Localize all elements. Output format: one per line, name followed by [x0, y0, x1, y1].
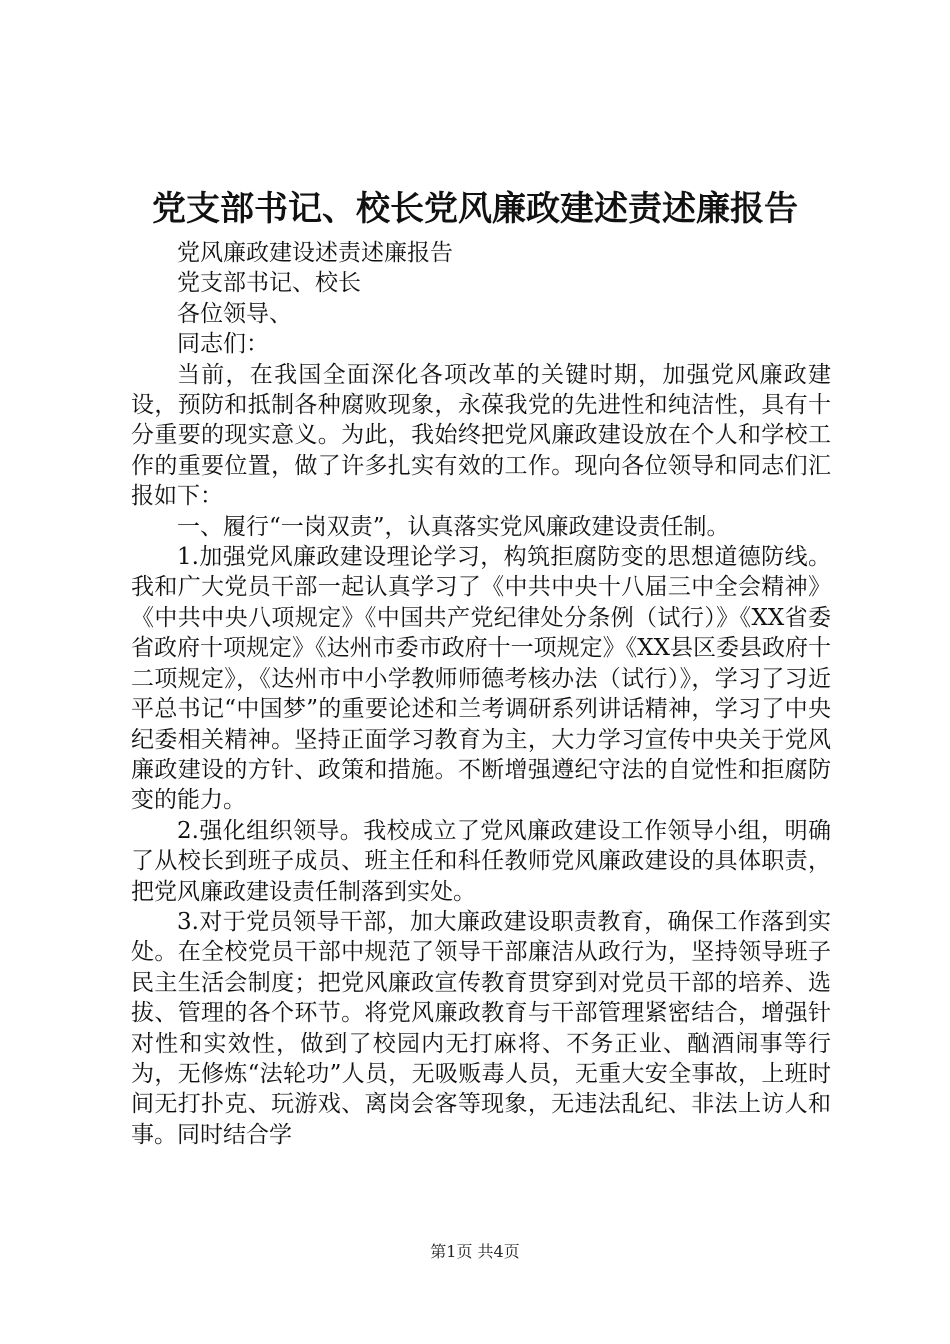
item-paragraph-3: 3.对于党员领导干部，加大廉政建设职责教育，确保工作落到实处。在全校党员干部中规范了领导干部廉洁从政行为，坚持领导班子民主生活会制度；把党风廉政宣传教育贯穿到对党员干部的培养、选拔、管理的各个环节。将党风廉政教育与干部管理紧密结合，增强针对性和实效性，做到了校园内无打麻将、不务正业、酗酒闹事等行为，无修炼“法轮功”人员，无吸贩毒人员，无重大安全事故，上班时间无打扑克、玩游戏、离岗会客等现象，无违法乱纪、非法上访人和事。同时结合学 — [131, 908, 831, 1148]
document-body — [131, 238, 831, 1150]
item-paragraph-2: 2.强化组织领导。我校成立了党风廉政建设工作领导小组，明确了从校长到班子成员、班主任和科任教师党风廉政建设的具体职责，把党风廉政建设责任制落到实处。 — [131, 817, 831, 905]
document-title: 党支部书记、校长党风廉政建述责述廉报告 — [152, 189, 798, 229]
salutation-comrades: 同志们： — [177, 331, 269, 358]
salutation-leaders: 各位领导、 — [177, 300, 292, 327]
intro-paragraph: 当前，在我国全面深化各项改革的关键时期，加强党风廉政建设，预防和抵制各种腐败现象，永葆我党的先进性和纯洁性，具有十分重要的现实意义。为此，我始终把党风廉政建设放在个人和学校工作的重要位置，做了许多扎实有效的工作。现向各位领导和同志们汇报如下： — [131, 361, 831, 510]
page-footer: 第1页 共4页 — [430, 1242, 520, 1261]
author-line: 党支部书记、校长 — [177, 270, 361, 297]
item-paragraph-1: 1.加强党风廉政建设理论学习，构筑拒腐防变的思想道德防线。我和广大党员干部一起认真学习了《中共中央十八届三中全会精神》《中共中央八项规定》《中国共产党纪律处分条例（试行）》《XX省委省政府十项规定》《达州市委市政府十一项规定》《XX县区委县政府十二项规定》，《达州市中小学教师师德考核办法（试行）》，学习了习近平总书记“中国梦”的重要论述和兰考调研系列讲话精神，学习了中央纪委相关精神。坚持正面学习教育为主，大力学习宣传中央关于党风廉政建设的方针、政策和措施。不断增强遵纪守法的自觉性和拒腐防变的能力。 — [131, 544, 831, 814]
section-heading-1: 一、履行“一岗双责”，认真落实党风廉政建设责任制。 — [177, 513, 730, 540]
report-subtitle: 党风廉政建设述责述廉报告 — [177, 240, 453, 266]
